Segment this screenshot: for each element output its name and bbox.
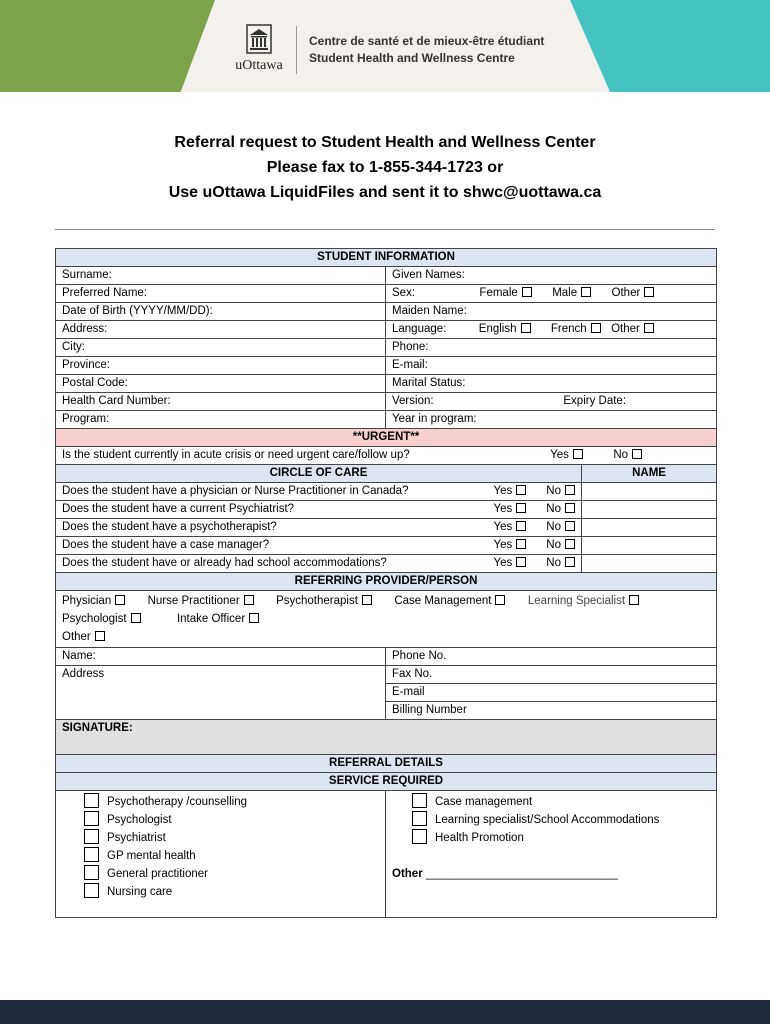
urgent-question: Is the student currently in acute crisis or need urgent care/follow up? xyxy=(62,449,410,461)
footer-bar xyxy=(0,1000,770,1024)
care-yes-label: Yes xyxy=(493,485,513,497)
care-yes-label: Yes xyxy=(493,557,513,569)
referrer-email-field[interactable]: E-mail xyxy=(386,684,717,702)
logo-divider xyxy=(296,26,297,74)
referral-details-heading: REFERRAL DETAILS xyxy=(56,755,717,773)
form-title xyxy=(0,130,770,205)
service-checkbox[interactable] xyxy=(412,829,427,844)
care-yes-checkbox[interactable] xyxy=(516,503,526,513)
psychologist-label: Psychologist xyxy=(62,613,127,625)
title-line-3: Use uOttawa LiquidFiles and sent it to shwc@uottawa.ca xyxy=(168,184,602,201)
care-question: Does the student have a physician or Nurse Practitioner in Canada? xyxy=(62,485,409,497)
given-names-field[interactable]: Given Names: xyxy=(386,267,717,285)
title-line-2: Please fax to 1-855-344-1723 or xyxy=(266,159,504,176)
uottawa-logo xyxy=(225,24,293,80)
sex-label: Sex: xyxy=(392,287,416,299)
service-checkbox[interactable] xyxy=(84,829,99,844)
teal-band xyxy=(570,0,770,92)
case-management-label: Case Management xyxy=(394,595,492,607)
care-row xyxy=(56,555,582,573)
care-question: Does the student have a current Psychiatrist? xyxy=(62,503,295,515)
care-yes-checkbox[interactable] xyxy=(516,485,526,495)
surname-field[interactable]: Surname: xyxy=(56,267,386,285)
title-line-1: Referral request to Student Health and Wellness Center xyxy=(174,134,596,151)
service-item[interactable] xyxy=(84,829,385,847)
dob-field[interactable]: Date of Birth (YYYY/MM/DD): xyxy=(56,303,386,321)
service-item[interactable] xyxy=(412,829,716,847)
maiden-name-field[interactable]: Maiden Name: xyxy=(386,303,717,321)
care-row xyxy=(56,483,582,501)
urgent-no-checkbox[interactable] xyxy=(632,449,642,459)
year-field[interactable]: Year in program: xyxy=(386,411,717,429)
service-item[interactable] xyxy=(84,883,385,901)
referring-heading: REFERRING PROVIDER/PERSON xyxy=(56,573,717,591)
care-name-field[interactable] xyxy=(582,537,717,555)
service-other-line: ______________________________ xyxy=(425,868,618,880)
marital-status-field[interactable]: Marital Status: xyxy=(386,375,717,393)
care-yes-label: Yes xyxy=(493,503,513,515)
care-row xyxy=(56,519,582,537)
service-item[interactable] xyxy=(412,811,716,829)
sex-field xyxy=(386,285,717,303)
service-checkbox[interactable] xyxy=(84,847,99,862)
urgent-no-label: No xyxy=(613,449,629,461)
language-field xyxy=(386,321,717,339)
nurse-label: Nurse Practitioner xyxy=(147,595,240,607)
care-yes-checkbox[interactable] xyxy=(516,557,526,567)
care-no-label: No xyxy=(546,485,561,497)
sex-other-checkbox[interactable] xyxy=(644,287,654,297)
psychotherapist-label: Psychotherapist xyxy=(276,595,358,607)
care-row xyxy=(56,537,582,555)
service-required-heading: SERVICE REQUIRED xyxy=(56,773,717,791)
program-field[interactable]: Program: xyxy=(56,411,386,429)
care-row xyxy=(56,501,582,519)
green-band xyxy=(0,0,215,92)
care-yes-checkbox[interactable] xyxy=(516,521,526,531)
referrer-name-field[interactable]: Name: xyxy=(56,648,386,666)
referrer-billing-field[interactable]: Billing Number xyxy=(386,702,717,720)
psychologist-checkbox[interactable] xyxy=(131,613,141,623)
female-label: Female xyxy=(479,287,518,299)
postal-code-field[interactable]: Postal Code: xyxy=(56,375,386,393)
service-label: Psychologist xyxy=(107,814,172,826)
intake-officer-checkbox[interactable] xyxy=(249,613,259,623)
service-item[interactable] xyxy=(84,847,385,865)
building-icon xyxy=(246,24,272,54)
service-checkbox[interactable] xyxy=(412,811,427,826)
services-right xyxy=(386,791,717,918)
english-label: English xyxy=(478,323,517,335)
care-no-label: No xyxy=(546,557,561,569)
care-name-field[interactable] xyxy=(582,483,717,501)
service-checkbox[interactable] xyxy=(84,865,99,880)
care-no-checkbox[interactable] xyxy=(565,485,575,495)
language-other-checkbox[interactable] xyxy=(644,323,654,333)
physician-label: Physician xyxy=(62,595,112,607)
referrer-fax-field[interactable]: Fax No. xyxy=(386,666,717,684)
care-question: Does the student have a case manager? xyxy=(62,539,270,551)
service-label: Learning specialist/School Accommodations xyxy=(435,814,660,826)
title-rule xyxy=(55,229,715,230)
logo-text: uOttawa xyxy=(235,58,283,73)
care-question: Does the student have a psychotherapist? xyxy=(62,521,277,533)
province-field[interactable]: Province: xyxy=(56,357,386,375)
sex-other-label: Other xyxy=(611,287,641,299)
service-checkbox[interactable] xyxy=(84,883,99,898)
care-question: Does the student have or already had school accommodations? xyxy=(62,557,387,569)
service-other[interactable] xyxy=(392,865,716,883)
care-no-label: No xyxy=(546,503,561,515)
service-item[interactable] xyxy=(412,793,716,811)
learning-specialist-label: Learning Specialist xyxy=(527,595,626,607)
name-header: NAME xyxy=(582,465,717,483)
care-name-field[interactable] xyxy=(582,501,717,519)
french-checkbox[interactable] xyxy=(591,323,601,333)
care-name-field[interactable] xyxy=(582,519,717,537)
version-label: Version: xyxy=(392,395,434,407)
language-label: Language: xyxy=(392,323,447,335)
service-label: Nursing care xyxy=(107,886,173,898)
care-no-label: No xyxy=(546,521,561,533)
referring-other-label: Other xyxy=(62,631,91,643)
care-yes-label: Yes xyxy=(493,521,513,533)
phone-field[interactable]: Phone: xyxy=(386,339,717,357)
expiry-label: Expiry Date: xyxy=(563,395,627,407)
psychotherapist-checkbox[interactable] xyxy=(362,595,372,605)
service-checkbox[interactable] xyxy=(84,793,99,808)
french-label: French xyxy=(550,323,587,335)
services-left xyxy=(56,791,386,918)
case-management-checkbox[interactable] xyxy=(495,595,505,605)
header-banner xyxy=(0,0,770,92)
circle-of-care-heading: CIRCLE OF CARE xyxy=(56,465,582,483)
intake-officer-label: Intake Officer xyxy=(176,613,246,625)
service-label: Psychotherapy /counselling xyxy=(107,796,247,808)
care-name-field[interactable] xyxy=(582,555,717,573)
male-checkbox[interactable] xyxy=(581,287,591,297)
care-yes-checkbox[interactable] xyxy=(516,539,526,549)
preferred-name-field[interactable]: Preferred Name: xyxy=(56,285,386,303)
service-label: Case management xyxy=(435,796,533,808)
care-yes-label: Yes xyxy=(493,539,513,551)
service-checkbox[interactable] xyxy=(84,811,99,826)
email-field[interactable]: E-mail: xyxy=(386,357,717,375)
service-item[interactable] xyxy=(84,793,385,811)
care-no-checkbox[interactable] xyxy=(565,503,575,513)
service-item[interactable] xyxy=(84,865,385,883)
health-card-field[interactable]: Health Card Number: xyxy=(56,393,386,411)
urgent-yes-label: Yes xyxy=(550,449,569,461)
version-expiry-field[interactable] xyxy=(386,393,717,411)
address-field[interactable]: Address: xyxy=(56,321,386,339)
female-checkbox[interactable] xyxy=(522,287,532,297)
referring-other-checkbox[interactable] xyxy=(95,631,105,641)
service-item[interactable] xyxy=(84,811,385,829)
care-no-checkbox[interactable] xyxy=(565,521,575,531)
language-other-label: Other xyxy=(611,323,640,335)
care-no-checkbox[interactable] xyxy=(565,557,575,567)
referring-types xyxy=(56,591,717,648)
referrer-address-field[interactable]: Address xyxy=(56,666,386,720)
city-field[interactable]: City: xyxy=(56,339,386,357)
learning-specialist-checkbox[interactable] xyxy=(629,595,639,605)
service-other-label: Other xyxy=(392,868,423,880)
signature-field[interactable]: SIGNATURE: xyxy=(56,720,717,755)
service-label: General practitioner xyxy=(107,868,208,880)
referral-form-table xyxy=(55,248,717,918)
english-checkbox[interactable] xyxy=(521,323,531,333)
service-label: GP mental health xyxy=(107,850,196,862)
service-checkbox[interactable] xyxy=(412,793,427,808)
centre-name-en: Student Health and Wellness Centre xyxy=(309,51,515,65)
urgent-row xyxy=(56,447,717,465)
urgent-heading: **URGENT** xyxy=(56,429,717,447)
urgent-yes-checkbox[interactable] xyxy=(573,449,583,459)
student-info-heading: STUDENT INFORMATION xyxy=(56,249,717,267)
service-label: Psychiatrist xyxy=(107,832,166,844)
centre-name-fr: Centre de santé et de mieux-être étudiant xyxy=(309,34,545,48)
care-no-label: No xyxy=(546,539,561,551)
physician-checkbox[interactable] xyxy=(115,595,125,605)
service-label: Health Promotion xyxy=(435,832,524,844)
male-label: Male xyxy=(552,287,578,299)
care-no-checkbox[interactable] xyxy=(565,539,575,549)
referrer-phone-field[interactable]: Phone No. xyxy=(386,648,717,666)
nurse-checkbox[interactable] xyxy=(244,595,254,605)
